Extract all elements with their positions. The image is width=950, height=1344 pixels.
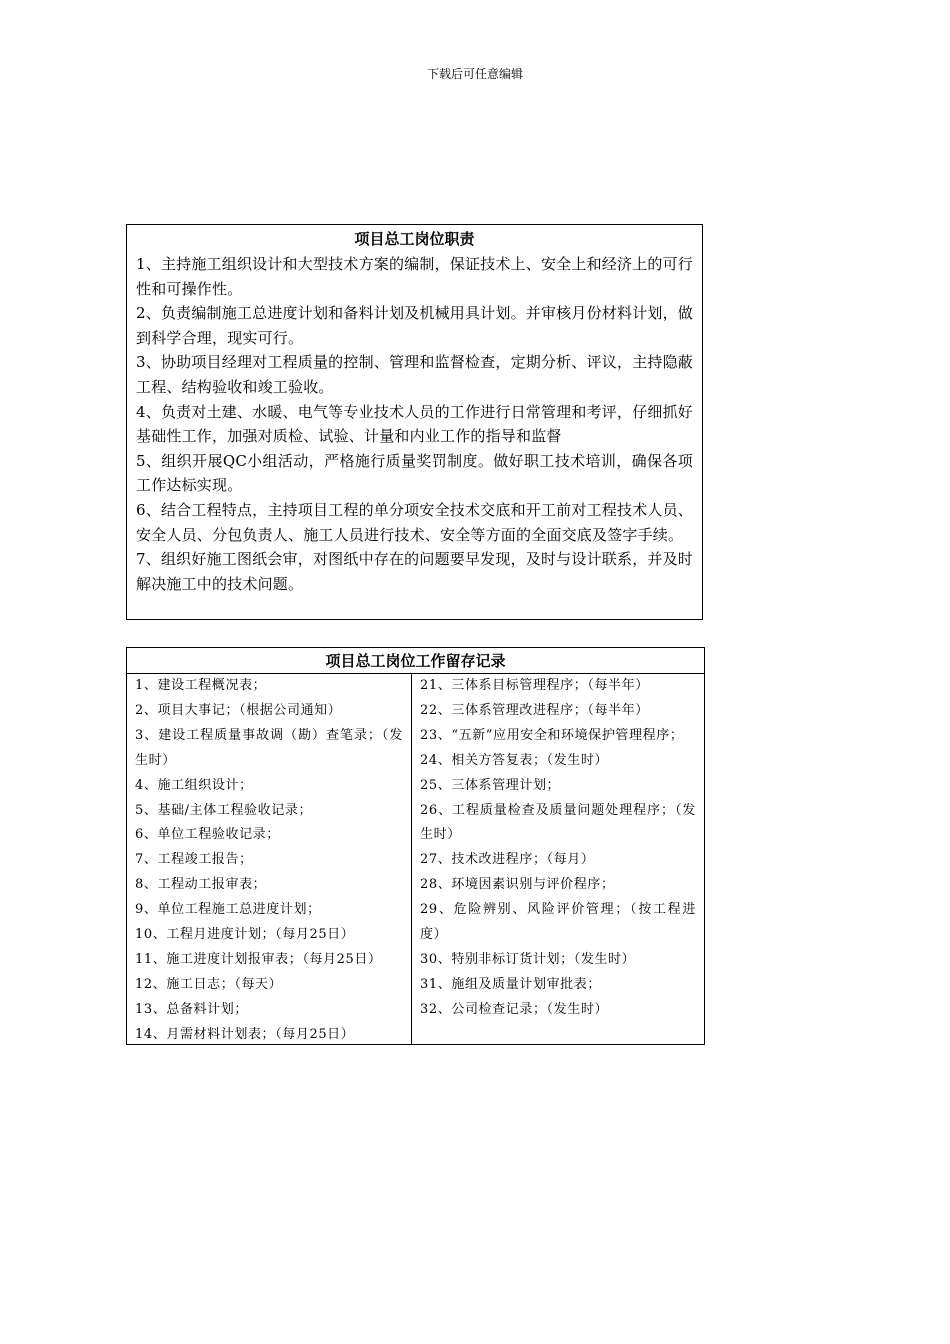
duty-item: 4、负责对土建、水暖、电气等专业技术人员的工作进行日常管理和考评，仔细抓好基础性工作，加强对质检、试验、计量和内业工作的指导和监督 bbox=[136, 402, 693, 446]
record-item: 31、施组及质量计划审批表； bbox=[420, 976, 601, 992]
record-item: 30、特别非标订货计划；（发生时） bbox=[420, 951, 636, 967]
record-item: 8、工程动工报审表； bbox=[135, 877, 267, 893]
records-columns bbox=[127, 674, 704, 1044]
record-item: 3、建设工程质量事故调（勘）查笔录；（发生时） bbox=[135, 727, 403, 768]
record-item: 14、月需材料计划表；（每月25日） bbox=[135, 1026, 355, 1042]
duties-title: 项目总工岗位职责 bbox=[354, 230, 475, 248]
record-item: 11、施工进度计划报审表；（每月25日） bbox=[135, 951, 382, 967]
record-item: 28、环境因素识别与评价程序； bbox=[420, 877, 615, 893]
duty-item: 2、负责编制施工总进度计划和备料计划及机械用具计划。并审核月份材料计划，做到科学合理，现实可行。 bbox=[136, 304, 693, 347]
record-item: 1、建设工程概况表； bbox=[135, 678, 267, 693]
header-note: 下载后可任意编辑 bbox=[426, 67, 523, 81]
record-item: 26、工程质量检查及质量问题处理程序；（发生时） bbox=[420, 802, 696, 843]
record-item: 21、三体系目标管理程序；（每半年） bbox=[420, 678, 649, 693]
record-item: 27、技术改进程序；（每月） bbox=[420, 852, 595, 868]
records-left-column bbox=[127, 674, 412, 1044]
record-item: 6、单位工程验收记录； bbox=[135, 827, 280, 843]
duties-section bbox=[126, 224, 703, 620]
record-item: 29、危险辨别、风险评价管理；（按工程进度） bbox=[420, 902, 696, 943]
duty-item: 3、协助项目经理对工程质量的控制、管理和监督检查，定期分析、评议，主持隐蔽工程、结构验收和竣工验收。 bbox=[136, 353, 693, 396]
record-item: 24、相关方答复表；（发生时） bbox=[420, 752, 609, 768]
record-item: 9、单位工程施工总进度计划； bbox=[135, 902, 321, 918]
record-item: 23、“五新”应用安全和环境保护管理程序； bbox=[420, 727, 684, 743]
record-item: 13、总备料计划； bbox=[135, 1001, 248, 1017]
record-item: 2、项目大事记；（根据公司通知） bbox=[135, 702, 342, 718]
duty-item: 5、组织开展QC小组活动，严格施行质量奖罚制度。做好职工技术培训，确保各项工作达标实现。 bbox=[136, 451, 693, 495]
records-table bbox=[126, 647, 705, 1045]
duty-item: 1、主持施工组织设计和大型技术方案的编制，保证技术上、安全上和经济上的可行性和可操作性。 bbox=[136, 255, 693, 298]
record-item: 10、工程月进度计划；（每月25日） bbox=[135, 927, 355, 943]
duty-item: 6、结合工程特点，主持项目工程的单分项安全技术交底和开工前对工程技术人员、安全人员、分包负责人、施工人员进行技术、安全等方面的全面交底及签字手续。 bbox=[136, 500, 693, 544]
record-item: 5、基础/主体工程验收记录； bbox=[135, 802, 313, 818]
record-item: 7、工程竣工报告； bbox=[135, 852, 253, 868]
record-item: 4、施工组织设计； bbox=[135, 777, 253, 793]
record-item: 22、三体系管理改进程序；（每半年） bbox=[420, 702, 649, 718]
records-title: 项目总工岗位工作留存记录 bbox=[127, 648, 704, 674]
record-item: 25、三体系管理计划； bbox=[420, 777, 561, 793]
record-item: 32、公司检查记录；（发生时） bbox=[420, 1001, 609, 1017]
record-item: 12、施工日志；（每天） bbox=[135, 976, 283, 992]
duty-item: 7、组织好施工图纸会审，对图纸中存在的问题要早发现，及时与设计联系，并及时解决施工中的技术问题。 bbox=[136, 550, 693, 593]
records-right-column bbox=[412, 674, 704, 1044]
